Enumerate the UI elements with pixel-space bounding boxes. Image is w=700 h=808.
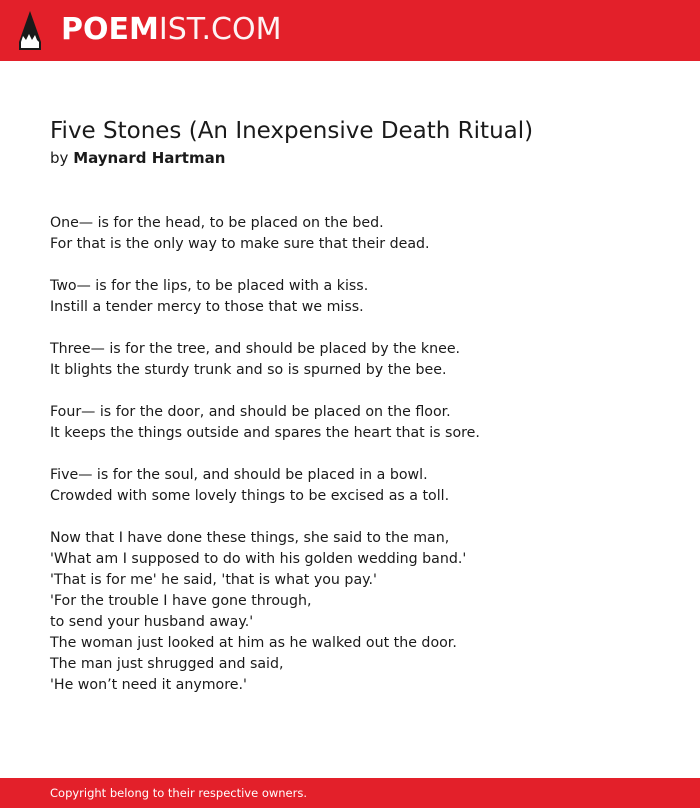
poem-line: Five— is for the soul, and should be placed in a bowl. <box>50 467 428 483</box>
poem-line: 'For the trouble I have gone through, <box>50 593 312 609</box>
stanza <box>50 528 650 696</box>
poem-body <box>50 213 650 696</box>
stanza <box>50 402 650 444</box>
logo-text-bold: POEM <box>61 12 159 47</box>
site-header <box>0 0 700 61</box>
poem-byline <box>50 147 650 169</box>
poem-line: 'He won’t need it anymore.' <box>50 677 247 693</box>
site-logo[interactable] <box>61 12 281 48</box>
poem-line: It keeps the things outside and spares the heart that is sore. <box>50 425 480 441</box>
stanza <box>50 276 650 318</box>
poem-line: Instill a tender mercy to those that we miss. <box>50 299 364 315</box>
by-label: by <box>50 149 69 167</box>
poem-content <box>50 116 650 717</box>
pencil-tip-icon[interactable] <box>18 10 42 52</box>
poem-line: One— is for the head, to be placed on the bed. <box>50 215 384 231</box>
poem-line: Four— is for the door, and should be placed on the floor. <box>50 404 451 420</box>
poem-line: Three— is for the tree, and should be placed by the knee. <box>50 341 461 357</box>
poem-line: It blights the sturdy trunk and so is spurned by the bee. <box>50 362 447 378</box>
poem-author[interactable]: Maynard Hartman <box>73 149 226 167</box>
poem-line: 'What am I supposed to do with his golden wedding band.' <box>50 551 467 567</box>
logo-text-light: IST.COM <box>158 12 282 47</box>
poem-line: Crowded with some lovely things to be excised as a toll. <box>50 488 450 504</box>
stanza <box>50 213 650 255</box>
poem-line: Now that I have done these things, she said to the man, <box>50 530 450 546</box>
site-footer <box>0 778 700 808</box>
poem-line: Two— is for the lips, to be placed with a kiss. <box>50 278 369 294</box>
poem-title: Five Stones (An Inexpensive Death Ritual) <box>50 118 534 144</box>
poem-line: to send your husband away.' <box>50 614 254 630</box>
copyright-text: Copyright belong to their respective owners. <box>50 786 308 800</box>
stanza <box>50 339 650 381</box>
poem-line: The woman just looked at him as he walked out the door. <box>50 635 457 651</box>
poem-line: 'That is for me' he said, 'that is what you pay.' <box>50 572 377 588</box>
poem-line: The man just shrugged and said, <box>50 656 284 672</box>
stanza <box>50 465 650 507</box>
poem-line: For that is the only way to make sure that their dead. <box>50 236 430 252</box>
